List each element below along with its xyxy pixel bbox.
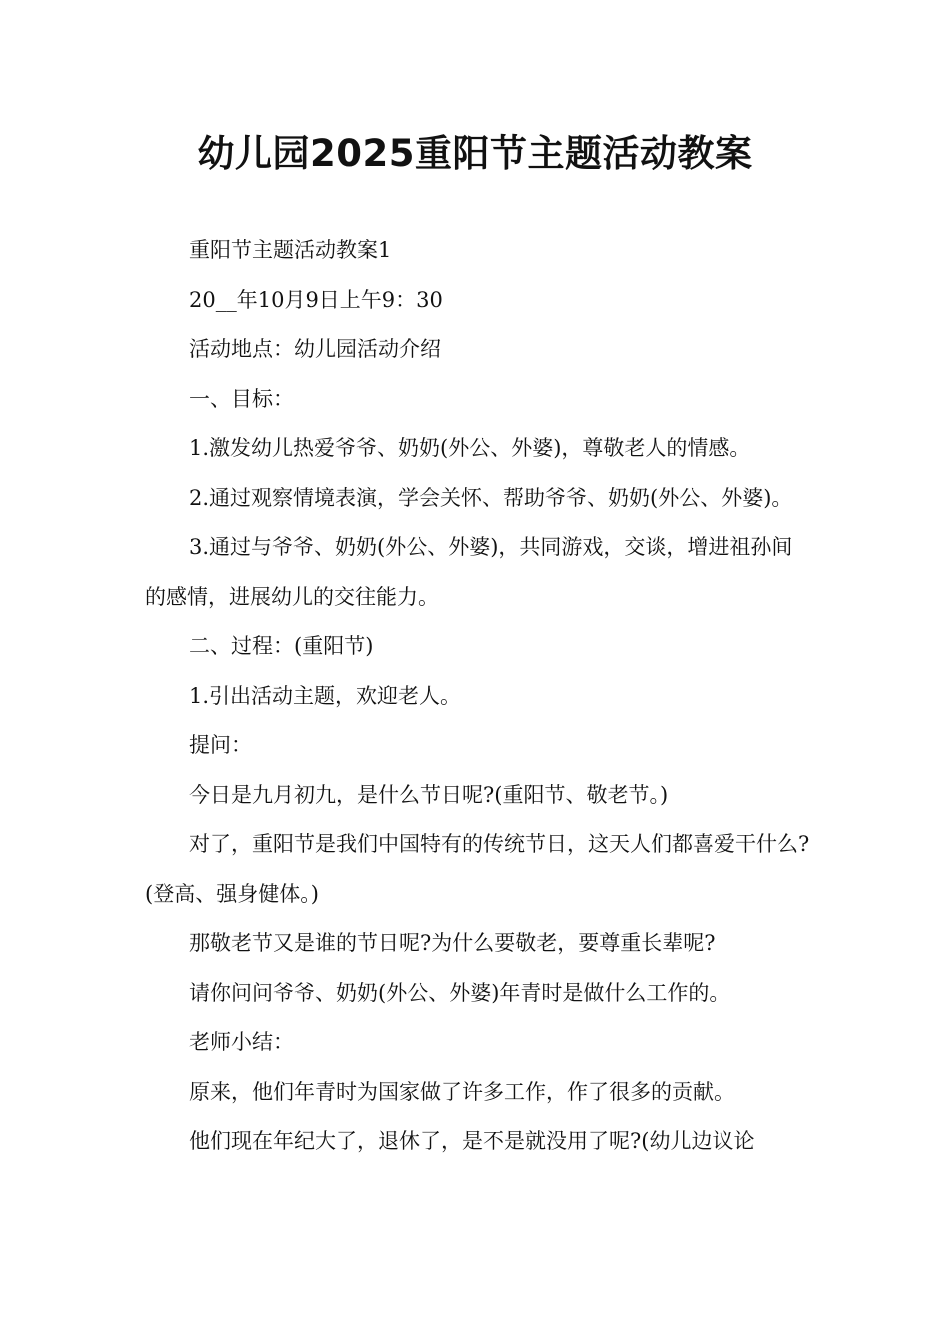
- paragraph-question-1: 今日是九月初九，是什么节日呢?(重阳节、敬老节。): [189, 782, 669, 807]
- paragraph-summary-1: 原来，他们年青时为国家做了许多工作，作了很多的贡献。: [189, 1079, 735, 1104]
- goal-item-2: 2.通过观察情境表演，学会关怀、帮助爷爷、奶奶(外公、外婆)。: [189, 485, 793, 510]
- process-step-1: 1.引出活动主题，欢迎老人。: [189, 683, 462, 708]
- paragraph-location: 活动地点：幼儿园活动介绍: [189, 337, 441, 361]
- section-heading-process: 二、过程：(重阳节): [189, 634, 374, 658]
- paragraph-question-3: 那敬老节又是谁的节日呢?为什么要敬老，要尊重长辈呢?: [189, 931, 716, 955]
- paragraph-question-2: 对了，重阳节是我们中国特有的传统节日，这天人们都喜爱干什么?(登高、强身健体。): [145, 832, 810, 906]
- paragraph-date-time: 20__年10月9日上午9：30: [189, 287, 443, 312]
- paragraph-summary-2: 他们现在年纪大了，退休了，是不是就没用了呢?(幼儿边议论: [189, 1129, 755, 1153]
- paragraph-summary-label: 老师小结：: [189, 1030, 294, 1054]
- goal-item-3: 3.通过与爷爷、奶奶(外公、外婆)，共同游戏，交谈，增进祖孙间的感情，进展幼儿的交往能力。: [145, 535, 793, 609]
- paragraph-question-4: 请你问问爷爷、奶奶(外公、外婆)年青时是做什么工作的。: [189, 980, 731, 1005]
- section-heading-goals: 一、目标：: [189, 386, 294, 411]
- paragraph-question-label: 提问：: [189, 733, 252, 757]
- document-title: 幼儿园2025重阳节主题活动教案: [197, 132, 753, 175]
- document-body: [145, 226, 810, 1167]
- goal-item-1: 1.激发幼儿热爱爷爷、奶奶(外公、外婆)，尊敬老人的情感。: [189, 436, 751, 460]
- paragraph-plan-heading: 重阳节主题活动教案1: [189, 238, 392, 262]
